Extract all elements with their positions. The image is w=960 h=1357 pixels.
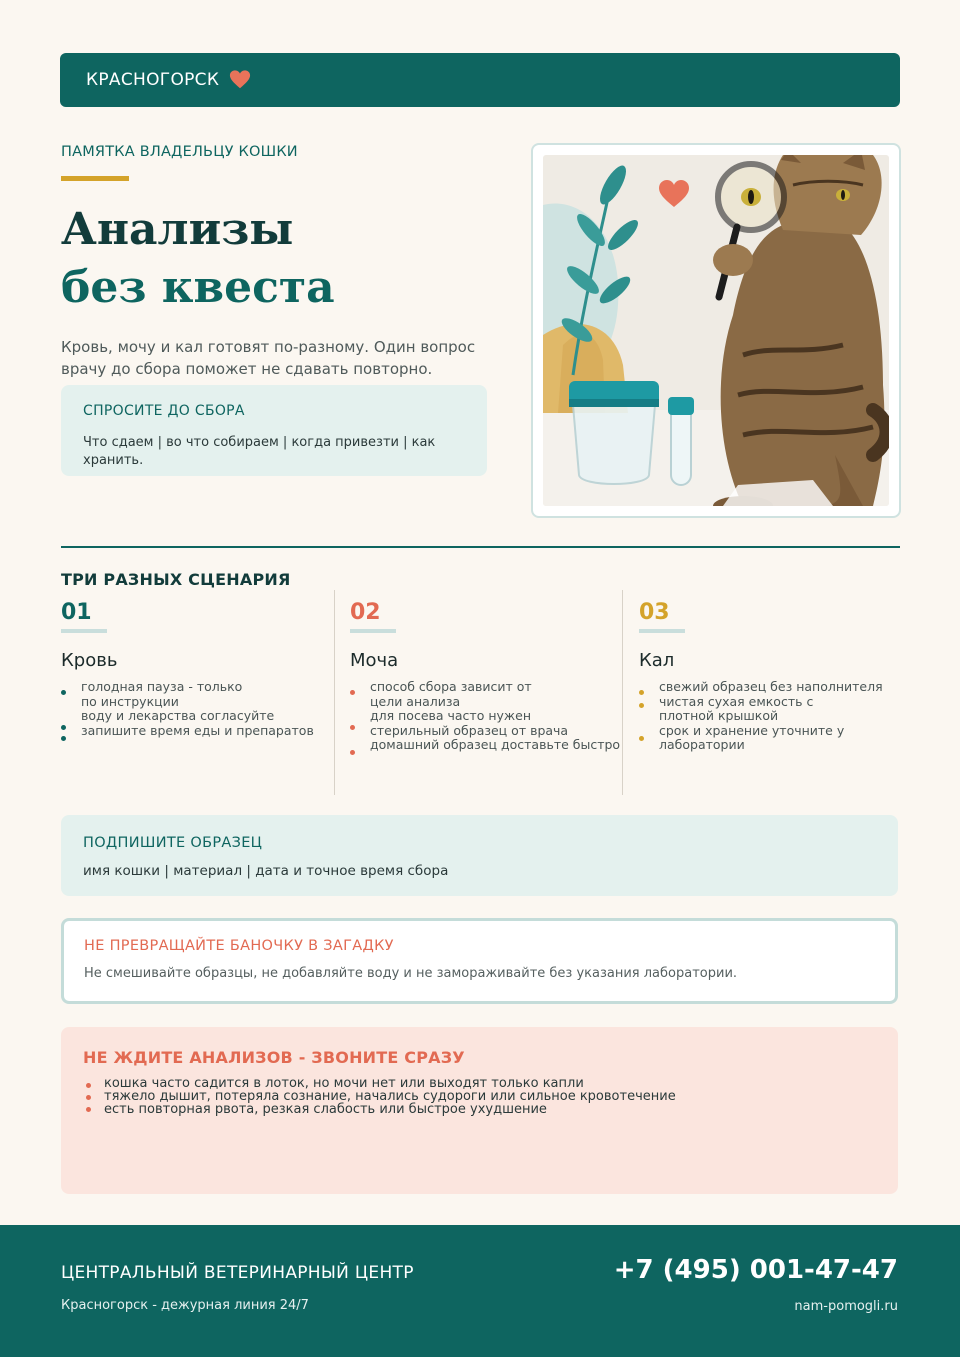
bullet-dot xyxy=(86,1095,91,1100)
footer xyxy=(0,1225,960,1357)
warning-title: НЕ ПРЕВРАЩАЙТЕ БАНОЧКУ В ЗАГАДКУ xyxy=(84,938,394,954)
list-item: способ сбора зависит от цели анализа xyxy=(370,679,532,709)
page-title-line1: Анализы xyxy=(61,204,294,255)
scenario-list xyxy=(639,680,900,753)
section-divider xyxy=(61,546,900,548)
accent-rule xyxy=(61,176,129,181)
scenario-list xyxy=(350,680,622,753)
urgent-list xyxy=(83,1077,876,1116)
urgent-box xyxy=(61,1027,898,1194)
warning-body: Не смешивайте образцы, не добавляйте воду и не замораживайте без указания лаборатории. xyxy=(84,966,738,981)
cat-photo xyxy=(543,155,889,506)
scenario-number: 02 xyxy=(350,600,381,625)
list-item: домашний образец доставьте быстро xyxy=(370,737,621,752)
scenario-title: Кровь xyxy=(61,650,118,671)
bullet-markers xyxy=(86,1083,91,1119)
scenario-title: Кал xyxy=(639,650,675,671)
warning-box xyxy=(61,918,898,1004)
list-item: срок и хранение уточните у лаборатории xyxy=(659,722,845,752)
scenario-column-blood xyxy=(61,590,333,795)
clinic-name: ЦЕНТРАЛЬНЫЙ ВЕТЕРИНАРНЫЙ ЦЕНТР xyxy=(61,1263,414,1283)
scenario-number: 03 xyxy=(639,600,670,625)
label-title: ПОДПИШИТЕ ОБРАЗЕЦ xyxy=(83,835,263,851)
website-link[interactable]: nam-pomogli.ru xyxy=(794,1299,898,1314)
header-bar xyxy=(60,53,900,107)
scenario-title: Моча xyxy=(350,650,399,671)
list-item: есть повторная рвота, резкая слабость или быстрое ухудшение xyxy=(104,1102,547,1117)
list-item: воду и лекарства согласуйте xyxy=(81,708,275,723)
ask-body: Что сдаем | во что собираем | когда привезти | как хранить. xyxy=(83,435,436,468)
number-underline xyxy=(350,629,396,633)
list-item: чистая сухая емкость с плотной крышкой xyxy=(659,693,814,723)
heart-icon xyxy=(229,69,251,91)
list-item: голодная пауза - только по инструкции xyxy=(81,679,243,709)
list-item: для посева часто нужен стерильный образец от врача xyxy=(370,708,569,738)
list-item: тяжело дышит, потеряла сознание, начались судороги или сильное кровотечение xyxy=(104,1089,676,1104)
lead-paragraph: Кровь, мочу и кал готовят по-разному. Один вопрос врачу до сбора поможет не сдавать повторно. xyxy=(61,338,476,378)
ask-before-box xyxy=(61,385,487,476)
list-item: кошка часто садится в лоток, но мочи нет или выходят только капли xyxy=(104,1076,584,1091)
scenarios-title: ТРИ РАЗНЫХ СЦЕНАРИЯ xyxy=(61,570,291,589)
list-item: свежий образец без наполнителя xyxy=(659,679,883,694)
number-underline xyxy=(639,629,685,633)
ask-title: СПРОСИТЕ ДО СБОРА xyxy=(83,403,245,419)
cat-photo-frame xyxy=(531,143,901,518)
clinic-hotline-note: Красногорск - дежурная линия 24/7 xyxy=(61,1298,309,1313)
bullet-dot xyxy=(86,1083,91,1088)
phone-number[interactable]: +7 (495) 001-47-47 xyxy=(613,1255,898,1285)
city-name: КРАСНОГОРСК xyxy=(86,70,220,90)
urgent-title: НЕ ЖДИТЕ АНАЛИЗОВ - ЗВОНИТЕ СРАЗУ xyxy=(83,1048,465,1067)
number-underline xyxy=(61,629,107,633)
scenario-column-feces xyxy=(622,590,900,795)
page-title-line2: без квеста xyxy=(61,262,335,313)
scenario-number: 01 xyxy=(61,600,92,625)
list-item: запишите время еды и препаратов xyxy=(81,722,314,738)
label-body: имя кошки | материал | дата и точное время сбора xyxy=(83,863,449,879)
bullet-dot xyxy=(86,1107,91,1112)
eyebrow-label: ПАМЯТКА ВЛАДЕЛЬЦУ КОШКИ xyxy=(61,144,298,160)
label-sample-box xyxy=(61,815,898,896)
scenario-column-urine xyxy=(334,590,622,795)
scenario-list xyxy=(61,680,333,738)
